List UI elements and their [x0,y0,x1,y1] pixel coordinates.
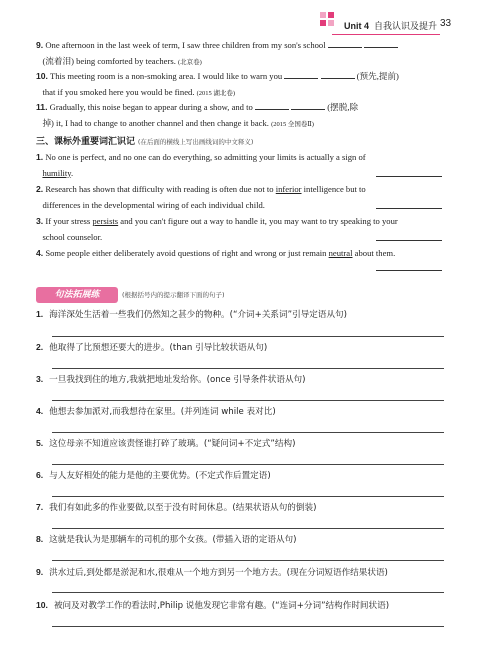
item-number: 1. [36,152,44,162]
translation-item-5 [36,437,295,449]
answer-line[interactable] [52,432,444,433]
answer-line[interactable] [52,496,444,497]
target-word: inferior [275,184,302,194]
item-number: 9. [36,567,44,577]
answer-line[interactable] [52,528,444,529]
page-number: 33 [440,18,452,29]
translation-item-6 [36,469,271,481]
vocab-item-4 [36,246,444,262]
item-text: 被问及对教学工作的看法时,Philip 说他发现它非常有趣。(“连词+分词”结构作时间状语) [53,601,390,611]
answer-blank[interactable] [255,100,289,110]
answer-blank[interactable] [284,69,318,79]
item-text: Some people either deliberately avoid questions of right and wrong or just remain [45,248,327,258]
answer-line[interactable] [52,368,444,369]
item-number: 7. [36,502,44,512]
item-text: 他想去参加派对,而我想待在家里。(并列连词 while 表对比) [49,407,276,417]
question-number: 11. [36,102,48,112]
target-word: persists [92,216,119,226]
item-text: 我们有如此多的作业要做,以至于没有时间休息。(结果状语从句的倒装) [49,503,317,513]
answer-line[interactable] [376,176,442,177]
question-text: (流着泪) being comforted by teachers. [42,55,176,66]
item-number: 4. [36,248,44,258]
item-number: 2. [36,184,44,194]
item-number: 1. [36,309,44,319]
answer-line[interactable] [52,592,444,593]
section-note: (在后面的横线上写出画线词的中文释义) [137,138,254,146]
answer-line[interactable] [52,626,444,627]
item-number: 5. [36,438,44,448]
item-text: 这位母亲不知道应该责怪谁打碎了玻璃。(“疑问词+不定式”结构) [49,439,296,449]
section-note: (根据括号内的提示翻译下面的句子) [122,291,225,299]
question-text: that if you smoked here you would be fined. [42,86,195,97]
answer-blank[interactable] [364,38,398,48]
answer-line[interactable] [52,400,444,401]
translation-item-4 [36,405,276,417]
translation-item-3 [36,373,306,385]
translation-item-7 [36,501,316,513]
answer-line[interactable] [52,464,444,465]
section-heading [36,134,253,147]
answer-blank[interactable] [328,38,362,48]
question-number: 10. [36,71,48,81]
item-text: school counselor. [42,231,103,242]
item-text: 洪水过后,到处都是淤泥和水,很难从一个地方到另一个地方去。(现在分词短语作结果状语) [49,568,388,578]
item-text: 这就是我认为是那辆车的司机的那个女孩。(带插入语的定语从句) [49,535,297,545]
item-number: 3. [36,216,44,226]
item-number: 8. [36,534,44,544]
header-rule [332,34,440,35]
target-word: humility [42,167,72,178]
question-11 [36,100,444,132]
item-text: 与人友好相处的能力是他的主要优势。(不定式作后置定语) [49,471,271,481]
answer-line[interactable] [376,240,442,241]
hint-text: (摆脱,除 [327,102,359,112]
answer-line[interactable] [376,270,442,271]
item-text: If your stress [45,216,91,226]
item-number: 2. [36,342,44,352]
source-note: (北京卷) [178,58,202,66]
item-text: Research has shown that difficulty with reading is often due not to [45,184,274,194]
item-number: 4. [36,406,44,416]
question-text: Gradually, this noise began to appear during a show, and to [49,102,253,112]
item-text: and you can't figure out a way to handle it, you may want to try speaking to your [120,216,398,226]
question-10 [36,69,444,101]
answer-line[interactable] [52,336,444,337]
translation-item-10 [36,599,389,611]
source-note: (2015 全国卷Ⅱ) [271,120,314,128]
section-badge: 句法拓展练 [36,287,118,303]
item-number: 6. [36,470,44,480]
item-number: 3. [36,374,44,384]
unit-title [344,19,437,32]
item-text: 他取得了比预想还要大的进步。(than 引导比较状语从句) [49,343,268,353]
answer-line[interactable] [52,560,444,561]
answer-blank[interactable] [291,100,325,110]
header-decoration-icon [320,12,336,26]
item-text: about them. [354,248,396,258]
translation-item-9 [36,566,388,578]
item-text: 海洋深处生活着一些我们仍然知之甚少的物种。(“介词+关系词”引导定语从句) [49,310,347,320]
section-title: 三、课标外重要词汇识记 [36,137,136,147]
answer-line[interactable] [376,208,442,209]
question-text: This meeting room is a non-smoking area. I would like to warn you [49,71,283,81]
translation-item-8 [36,533,297,545]
unit-subtitle: 自我认识及提升 [374,21,438,31]
question-text: One afternoon in the last week of term, I saw three children from my son's school [45,40,326,50]
answer-blank[interactable] [321,69,355,79]
question-text: 掉) it, I had to change to another channel and then change it back. [42,117,269,128]
target-word: neutral [328,248,353,258]
item-number: 10. [36,600,48,610]
question-9 [36,38,444,70]
item-text: differences in the developmental wiring of each individual child. [42,199,265,210]
item-text: No one is perfect, and no one can do everything, so admitting your limits is actually a sign of [45,152,366,162]
item-text: intelligence but to [303,184,366,194]
page-header [0,0,480,40]
translation-item-1 [36,308,347,320]
unit-label: Unit 4 [344,21,370,31]
translation-item-2 [36,341,267,353]
hint-text: (预先,提前) [356,71,399,81]
source-note: (2015 湖北卷) [196,89,236,97]
item-text: 一旦我找到住的地方,我就把地址发给你。(once 引导条件状语从句) [49,375,306,385]
item-text: . [71,167,74,178]
question-number: 9. [36,40,44,50]
